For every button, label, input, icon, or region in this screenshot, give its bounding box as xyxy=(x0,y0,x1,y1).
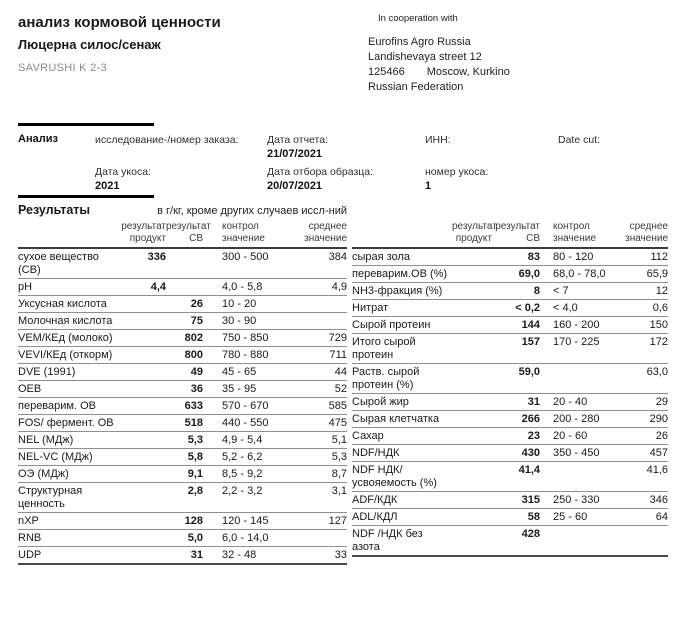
section-divider-bar xyxy=(18,123,154,126)
row-mean-value: 26 xyxy=(655,430,668,442)
analysis-section-label: Анализ xyxy=(18,133,58,145)
partner-zip: 125466 xyxy=(368,66,405,78)
row-control-value: 440 - 550 xyxy=(222,417,269,429)
row-result-dm xyxy=(166,279,203,296)
header-line: значение xyxy=(625,233,668,244)
row-control-value: 160 - 200 xyxy=(553,319,600,331)
row-mean-value: 5,3 xyxy=(331,451,347,463)
row-control-value: 780 - 880 xyxy=(222,349,269,361)
row-parameter-label: pH xyxy=(18,281,33,293)
row-result-product: 336 xyxy=(147,251,166,263)
row-control-value: 10 - 20 xyxy=(222,298,257,310)
row-result-product xyxy=(118,313,166,330)
row-result-dm: 31 xyxy=(190,549,203,561)
order-number-label: исследование-/номер заказа: xyxy=(95,134,239,146)
header-line: контрол xyxy=(222,221,259,232)
row-result-product: 4,4 xyxy=(150,281,166,293)
row-control-value: 20 - 60 xyxy=(553,430,588,442)
row-mean-value: 64 xyxy=(655,511,668,523)
table-row xyxy=(18,313,347,330)
row-control-value: 120 - 145 xyxy=(222,515,269,527)
row-parameter-label: UDP xyxy=(18,549,42,561)
row-control-value: 32 - 48 xyxy=(222,549,257,561)
table-row xyxy=(18,398,347,415)
row-mean-value: 41,6 xyxy=(646,464,668,476)
header-control-value xyxy=(540,221,625,248)
row-mean-value: 3,1 xyxy=(331,485,347,497)
row-parameter-label: NDF/НДК xyxy=(352,447,400,459)
table-row xyxy=(352,492,668,509)
table-row xyxy=(18,530,347,547)
row-parameter-label: NH3-фракция (%) xyxy=(352,285,443,297)
row-result-dm: 157 xyxy=(521,336,540,348)
row-control-value: 200 - 280 xyxy=(553,413,600,425)
row-parameter-label: DVE (1991) xyxy=(18,366,76,378)
table-row xyxy=(352,428,668,445)
header-line: контрол xyxy=(553,221,590,232)
row-control-value xyxy=(540,462,625,492)
table-row xyxy=(18,279,347,296)
row-parameter-label: OEB xyxy=(18,383,42,395)
table-row xyxy=(18,330,347,347)
row-mean-value: 457 xyxy=(649,447,668,459)
row-result-product xyxy=(452,411,492,428)
table-row xyxy=(18,449,347,466)
row-result-dm: 26 xyxy=(190,298,203,310)
cooperation-label: In cooperation with xyxy=(378,13,458,24)
row-result-dm: 75 xyxy=(190,315,203,327)
row-control-value: 250 - 330 xyxy=(553,494,600,506)
row-control-value: 68,0 - 78,0 xyxy=(553,268,606,280)
row-result-product xyxy=(118,330,166,347)
row-result-product xyxy=(452,248,492,266)
row-mean-value: 290 xyxy=(649,413,668,425)
header-line: продукт xyxy=(455,233,492,244)
row-parameter-label: NDF /НДК без азота xyxy=(352,528,423,553)
row-result-product xyxy=(452,462,492,492)
table-row xyxy=(18,415,347,432)
row-result-product xyxy=(118,466,166,483)
row-parameter-label: nXP xyxy=(18,515,39,527)
row-result-dm: 5,3 xyxy=(187,434,203,446)
row-control-value: 350 - 450 xyxy=(553,447,600,459)
header-result-product xyxy=(452,221,497,248)
row-result-product xyxy=(452,364,492,394)
partner-zip-city xyxy=(368,66,510,78)
row-result-product xyxy=(452,317,492,334)
row-mean-value: 4,9 xyxy=(331,281,347,293)
table-row xyxy=(18,248,347,279)
row-control-value: 20 - 40 xyxy=(553,396,588,408)
results-table-left xyxy=(18,221,347,565)
row-result-product xyxy=(452,394,492,411)
row-mean-value: 65,9 xyxy=(646,268,668,280)
row-control-value: < 7 xyxy=(553,285,569,297)
header-line: значение xyxy=(222,233,265,244)
section-divider-bar xyxy=(18,195,154,198)
results-section-label: Результаты xyxy=(18,203,91,217)
row-result-dm: 144 xyxy=(521,319,540,331)
header-line: результат xyxy=(121,221,166,232)
row-parameter-label: NEL-VC (МДж) xyxy=(18,451,93,463)
table-row xyxy=(352,411,668,428)
partner-name: Eurofins Agro Russia xyxy=(368,36,471,48)
header-result-product xyxy=(118,221,166,248)
table-row xyxy=(352,334,668,364)
row-result-dm: 58 xyxy=(527,511,540,523)
table-row xyxy=(352,364,668,394)
row-parameter-label: сырая зола xyxy=(352,251,410,263)
row-mean-value: 8,7 xyxy=(331,468,347,480)
table-row xyxy=(18,381,347,398)
row-control-value: 45 - 65 xyxy=(222,366,257,378)
row-result-product xyxy=(118,513,166,530)
row-mean-value: 475 xyxy=(328,417,347,429)
row-mean-value: 63,0 xyxy=(646,366,668,378)
row-control-value: 35 - 95 xyxy=(222,383,257,395)
table-row xyxy=(352,394,668,411)
row-result-product xyxy=(452,283,492,300)
table-row xyxy=(18,432,347,449)
cut-number-value: 1 xyxy=(425,180,432,192)
row-mean-value: 5,1 xyxy=(331,434,347,446)
sample-type-subtitle: Люцерна силос/сенаж xyxy=(18,37,161,52)
table-row xyxy=(18,347,347,364)
units-note: в г/кг, кроме других случаев иссл-ний xyxy=(157,205,347,217)
header-line: результат xyxy=(166,221,211,232)
header-line: продукт xyxy=(129,233,166,244)
row-result-dm: 266 xyxy=(521,413,540,425)
header-mean-value xyxy=(302,221,347,248)
row-result-product xyxy=(118,398,166,415)
row-result-dm: 23 xyxy=(527,430,540,442)
row-parameter-label: Итого сырой протеин xyxy=(352,336,416,361)
row-mean-value xyxy=(302,296,347,313)
header-control-value xyxy=(203,221,302,248)
header-parameter xyxy=(352,221,452,248)
row-result-product xyxy=(452,509,492,526)
row-control-value: < 4,0 xyxy=(553,302,578,314)
report-date-value: 21/07/2021 xyxy=(267,148,323,160)
row-result-product xyxy=(118,364,166,381)
row-parameter-label: Сырая клетчатка xyxy=(352,413,440,425)
row-mean-value xyxy=(302,313,347,330)
row-control-value xyxy=(540,364,625,394)
row-mean-value: 112 xyxy=(650,251,668,263)
row-mean-value: 585 xyxy=(328,400,347,412)
table-row xyxy=(18,296,347,313)
table-row xyxy=(18,513,347,530)
row-result-dm: 315 xyxy=(521,494,540,506)
row-mean-value: 150 xyxy=(649,319,668,331)
results-table-right xyxy=(352,221,668,557)
sampling-date-value: 20/07/2021 xyxy=(267,180,323,192)
row-mean-value: 52 xyxy=(334,383,347,395)
row-result-dm: < 0,2 xyxy=(515,302,540,314)
table-header-row xyxy=(352,221,668,248)
table-row xyxy=(352,266,668,283)
row-control-value: 300 - 500 xyxy=(222,251,269,263)
header-line: среднее xyxy=(308,221,347,232)
row-control-value: 2,2 - 3,2 xyxy=(222,485,263,497)
row-control-value: 30 - 90 xyxy=(222,315,257,327)
row-mean-value: 44 xyxy=(334,366,347,378)
row-control-value: 570 - 670 xyxy=(222,400,269,412)
row-result-product xyxy=(118,381,166,398)
row-result-dm: 518 xyxy=(184,417,203,429)
header-line: результат xyxy=(495,221,540,232)
row-result-dm: 800 xyxy=(184,349,203,361)
row-result-product xyxy=(452,526,492,557)
inn-label: ИНН: xyxy=(425,134,451,146)
row-control-value: 750 - 850 xyxy=(222,332,269,344)
row-control-value: 25 - 60 xyxy=(553,511,588,523)
row-control-value xyxy=(540,526,625,557)
cut-date-value: 2021 xyxy=(95,180,120,192)
row-mean-value: 33 xyxy=(334,549,347,561)
row-parameter-label: RNB xyxy=(18,532,42,544)
row-mean-value: 29 xyxy=(655,396,668,408)
row-mean-value: 127 xyxy=(328,515,347,527)
row-result-product xyxy=(452,492,492,509)
header-line: значение xyxy=(304,233,347,244)
row-result-product xyxy=(118,432,166,449)
partner-street: Landishevaya street 12 xyxy=(368,51,482,63)
row-control-value: 6,0 - 14,0 xyxy=(222,532,269,544)
row-control-value: 8,5 - 9,2 xyxy=(222,468,263,480)
row-parameter-label: VEVI/КЕд (откорм) xyxy=(18,349,113,361)
table-row xyxy=(352,509,668,526)
table-row xyxy=(352,300,668,317)
row-mean-value: 0,6 xyxy=(652,302,668,314)
row-result-dm: 802 xyxy=(184,332,203,344)
table-row xyxy=(352,462,668,492)
table-row xyxy=(352,445,668,462)
row-result-dm: 31 xyxy=(527,396,540,408)
table-row xyxy=(352,317,668,334)
table-row xyxy=(18,547,347,565)
cut-number-label: номер укоса: xyxy=(425,166,489,178)
header-result-dm xyxy=(166,221,211,248)
row-result-dm: 41,4 xyxy=(518,464,540,476)
date-cut-label: Date cut: xyxy=(558,134,601,146)
header-line: СВ xyxy=(189,233,203,244)
row-parameter-label: переварим.ОВ (%) xyxy=(352,268,448,280)
sampling-date-label: Дата отбора образца: xyxy=(267,166,374,178)
row-result-product xyxy=(118,547,166,565)
row-parameter-label: Раств. сырой протеин (%) xyxy=(352,366,420,391)
row-parameter-label: Нитрат xyxy=(352,302,389,314)
partner-country: Russian Federation xyxy=(368,81,464,93)
row-control-value: 4,0 - 5,8 xyxy=(222,281,263,293)
row-parameter-label: ADF/КДК xyxy=(352,494,398,506)
row-parameter-label: Структурная ценность xyxy=(18,485,83,510)
table-row xyxy=(352,283,668,300)
row-result-dm: 428 xyxy=(521,528,540,540)
row-mean-value xyxy=(302,530,347,547)
header-result-dm xyxy=(492,221,540,248)
row-result-product xyxy=(118,347,166,364)
header-line: значение xyxy=(553,233,596,244)
row-mean-value: 12 xyxy=(655,285,668,297)
row-result-dm: 69,0 xyxy=(518,268,540,280)
row-parameter-label: FOS/ фермент. ОВ xyxy=(18,417,114,429)
row-mean-value: 384 xyxy=(328,251,347,263)
sample-code: SAVRUSHI K 2-3 xyxy=(18,62,107,74)
row-result-product xyxy=(452,428,492,445)
row-parameter-label: Уксусная кислота xyxy=(18,298,107,310)
row-result-dm: 59,0 xyxy=(518,366,540,378)
row-result-product xyxy=(118,449,166,466)
table-row xyxy=(18,483,347,513)
row-result-dm: 2,8 xyxy=(187,485,203,497)
row-result-dm: 8 xyxy=(533,285,540,297)
row-result-product xyxy=(452,300,492,317)
row-parameter-label: NEL (МДж) xyxy=(18,434,74,446)
row-parameter-label: ADL/КДЛ xyxy=(352,511,398,523)
table-header-row xyxy=(18,221,347,248)
table-row xyxy=(352,248,668,266)
row-result-dm: 36 xyxy=(190,383,203,395)
row-result-dm: 128 xyxy=(184,515,203,527)
row-mean-value: 346 xyxy=(649,494,668,506)
row-parameter-label: сухое вещество (СВ) xyxy=(18,251,99,276)
row-result-product xyxy=(452,334,492,364)
header-mean-value xyxy=(625,221,668,248)
report-date-label: Дата отчета: xyxy=(267,134,328,146)
row-result-product xyxy=(118,483,166,513)
row-mean-value xyxy=(625,526,668,557)
row-parameter-label: Сахар xyxy=(352,430,384,442)
row-result-dm xyxy=(166,248,203,279)
table-row xyxy=(18,466,347,483)
row-mean-value: 729 xyxy=(328,332,347,344)
row-result-dm: 83 xyxy=(527,251,540,263)
page-title: анализ кормовой ценности xyxy=(18,14,221,31)
row-control-value: 5,2 - 6,2 xyxy=(222,451,263,463)
table-row xyxy=(18,364,347,381)
row-result-dm: 633 xyxy=(184,400,203,412)
cut-date-label: Дата укоса: xyxy=(95,166,151,178)
row-control-value: 4,9 - 5,4 xyxy=(222,434,263,446)
row-result-dm: 49 xyxy=(190,366,203,378)
row-result-dm: 430 xyxy=(521,447,540,459)
table-row xyxy=(352,526,668,557)
row-result-product xyxy=(118,415,166,432)
row-parameter-label: Сырой протеин xyxy=(352,319,431,331)
partner-city: Moscow, Kurkino xyxy=(426,66,510,78)
row-parameter-label: переварим. ОВ xyxy=(18,400,96,412)
row-parameter-label: NDF НДК/усвояемость (%) xyxy=(352,464,437,489)
row-result-product xyxy=(452,266,492,283)
row-parameter-label: Сырой жир xyxy=(352,396,409,408)
row-result-product xyxy=(118,530,166,547)
row-result-dm: 5,8 xyxy=(187,451,203,463)
row-mean-value: 172 xyxy=(649,336,668,348)
row-parameter-label: VEM/КЕд (молоко) xyxy=(18,332,113,344)
row-result-product xyxy=(118,296,166,313)
row-result-product xyxy=(452,445,492,462)
row-control-value: 170 - 225 xyxy=(553,336,600,348)
header-parameter xyxy=(18,221,118,248)
header-line: СВ xyxy=(526,233,540,244)
row-parameter-label: Молочная кислота xyxy=(18,315,113,327)
row-control-value: 80 - 120 xyxy=(553,251,594,263)
header-line: результат xyxy=(452,221,497,232)
row-result-dm: 5,0 xyxy=(187,532,203,544)
row-parameter-label: ОЭ (МДж) xyxy=(18,468,69,480)
row-result-dm: 9,1 xyxy=(187,468,203,480)
header-line: среднее xyxy=(629,221,668,232)
row-mean-value: 711 xyxy=(329,349,347,361)
